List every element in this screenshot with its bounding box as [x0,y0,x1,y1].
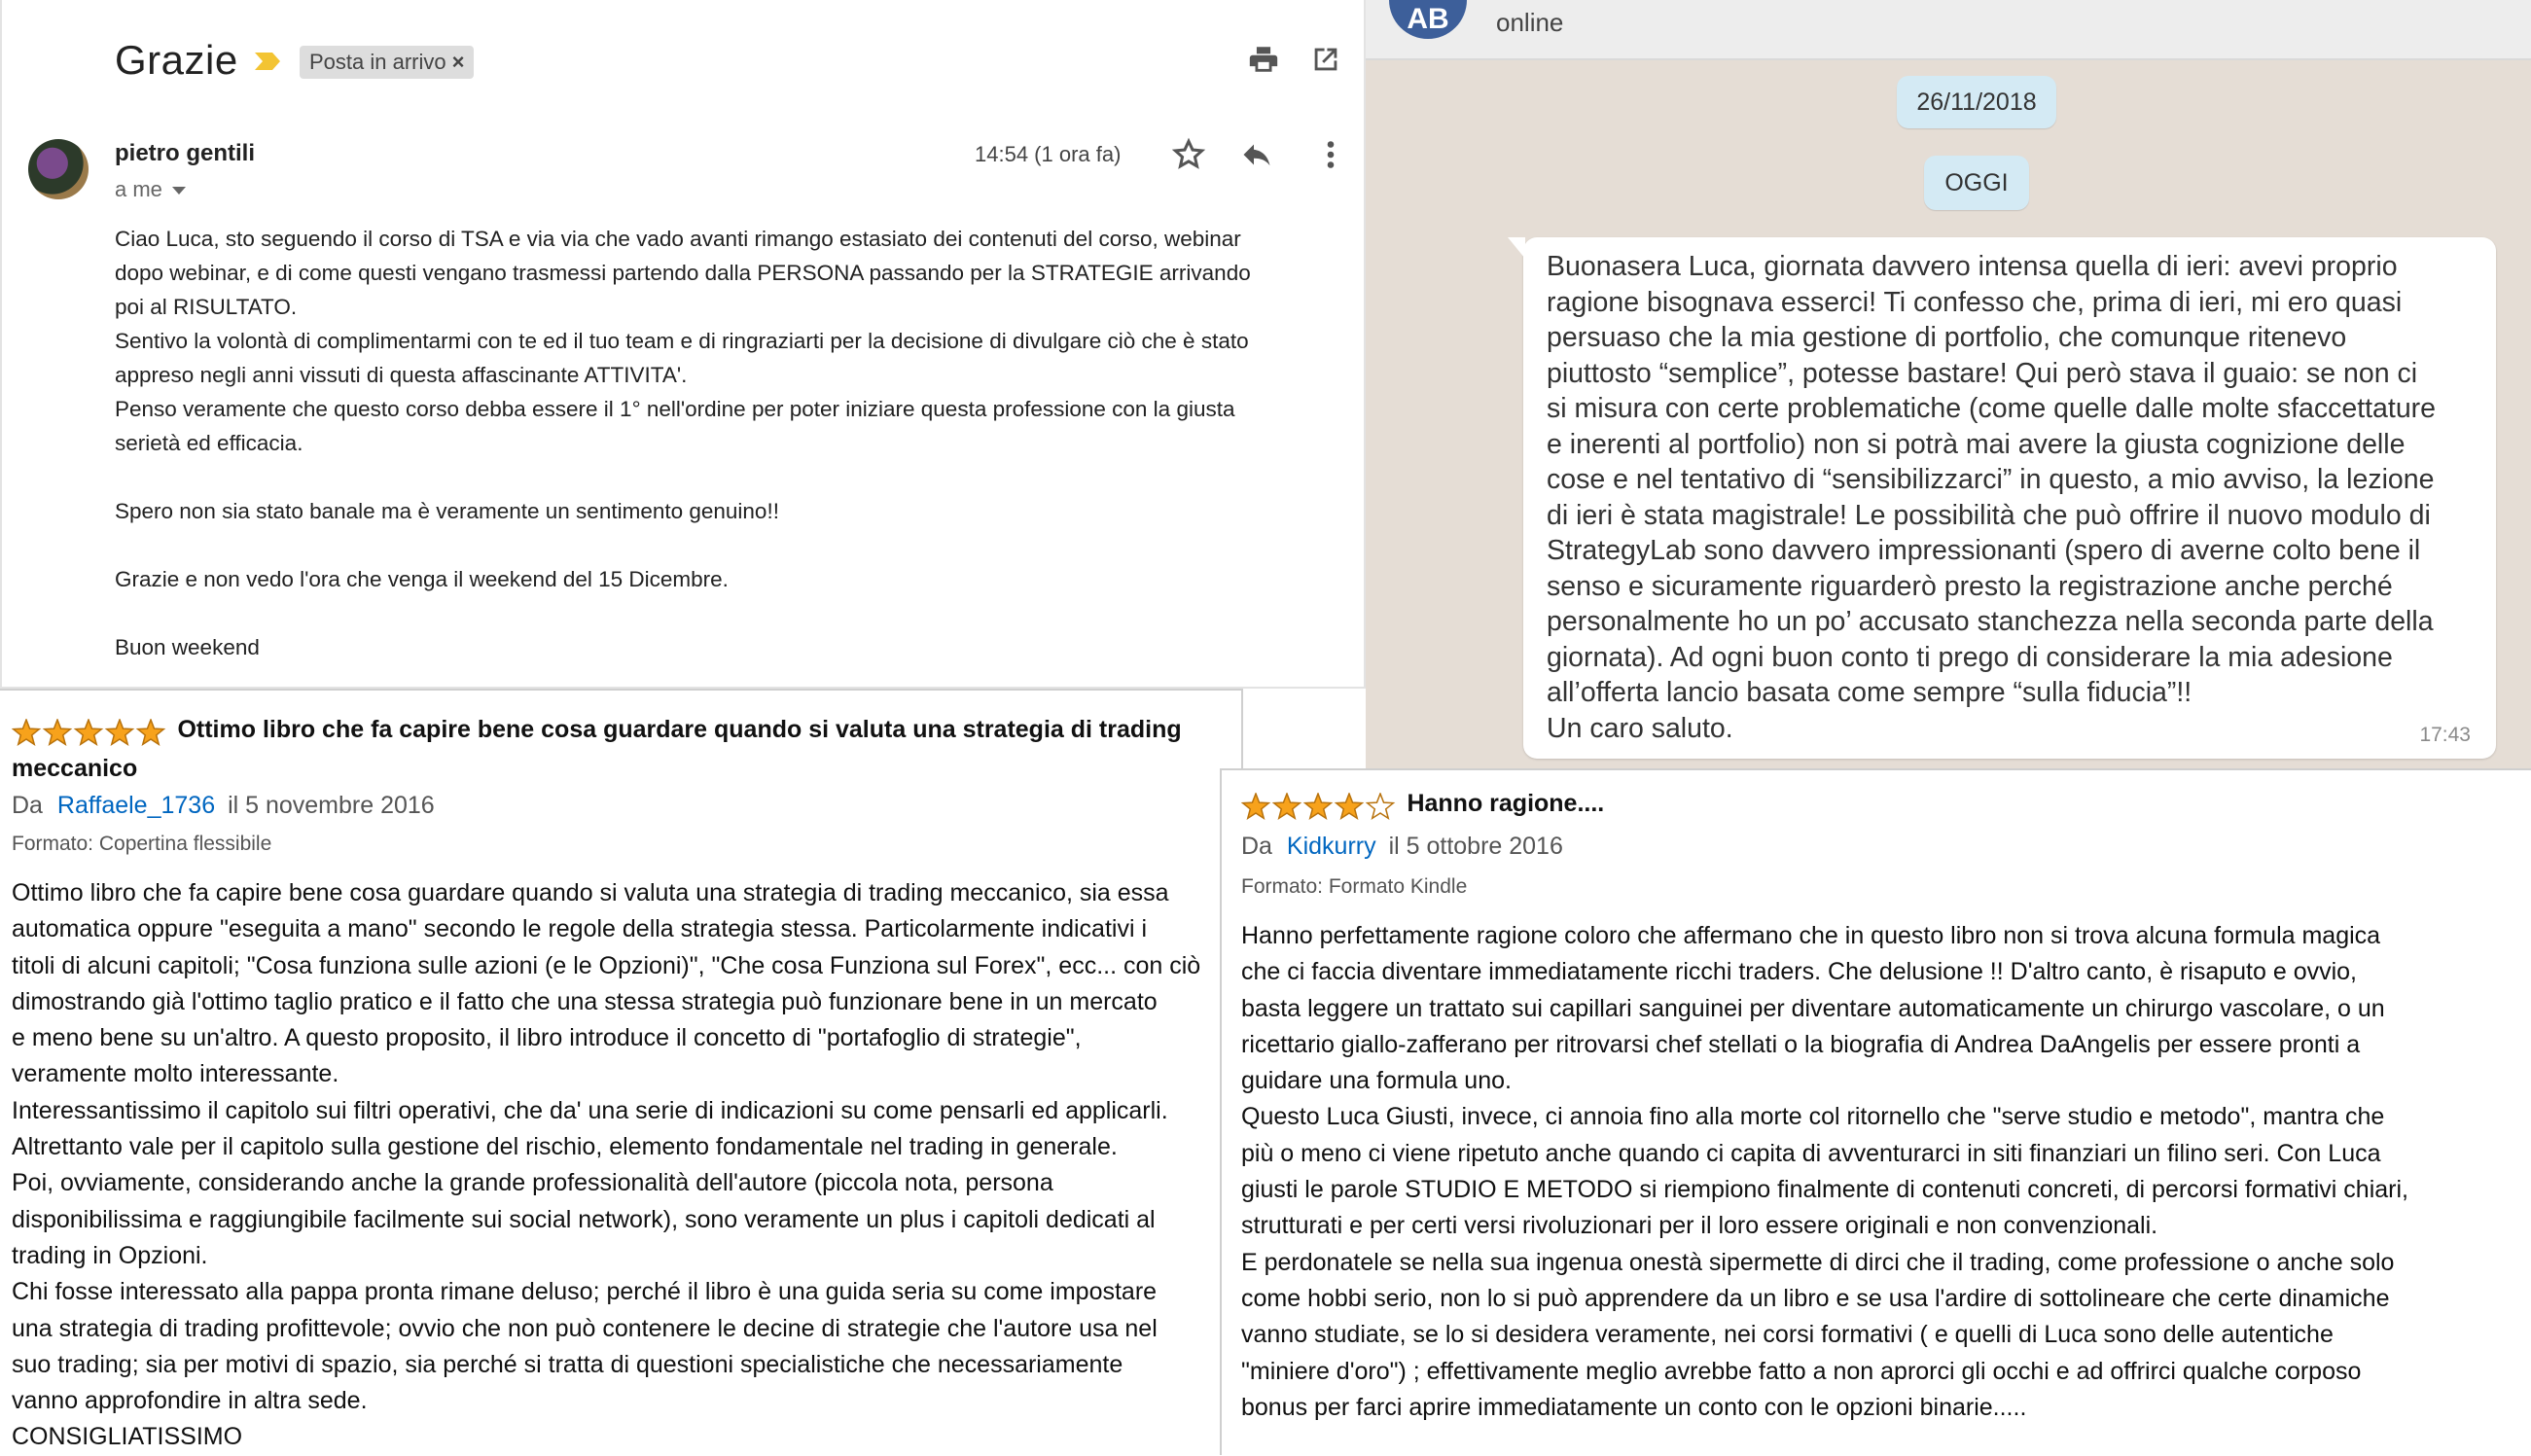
message-time: 14:54 (1 ora fa) [975,142,1122,166]
star-filled-icon [1305,794,1332,818]
review-title: Ottimo libro che fa capire bene cosa guardare quando si valuta una strategia di trading [177,716,1182,743]
message-line: e inerenti al portfolio) non si potrà mai avere la giusta cognizione delle [1547,428,2406,460]
review-line: bonus per farci aprire immediatamente un conto con le opzioni binarie..... [1241,1393,2027,1421]
review-format: Formato: Formato Kindle [1241,875,1468,898]
review-byline [12,792,435,820]
today-chip: OGGI [1924,156,2029,210]
review-line: ricettario giallo-zafferano per ritrovarsi chef stellati o la biografia di Andrea DaAngelis per essere pronti a [1241,1030,2361,1058]
review-line: disponibilissima e raggiungibile facilmente sui social network), sono veramente un plus i capitoli dedicati al [12,1205,1156,1233]
star-filled-icon [76,720,102,744]
review-line: vanno approfondire in altra sede. [12,1387,368,1415]
message-time: 17:43 [2419,724,2471,746]
more-options-icon[interactable] [1313,137,1348,172]
review-line: Hanno perfettamente ragione coloro che affermano che in questo libro non si trova alcuna formula magica [1241,922,2381,949]
review-line: Ottimo libro che fa capire bene cosa guardare quando si valuta una strategia di trading meccanico, sia essa [12,879,1169,906]
chat-header [1366,0,2531,60]
star-filled-icon [14,720,40,744]
remove-label-icon[interactable]: × [451,50,465,74]
review-card-1 [0,689,1243,1455]
open-new-window-icon[interactable] [1309,43,1342,76]
review-line: Altrettanto vale per il capitolo sulla gestione del rischio, elemento fondamentale nel trading in generale. [12,1133,1118,1161]
review-line: CONSIGLIATISSIMO [12,1423,243,1451]
print-icon[interactable] [1247,43,1280,76]
date-chip: 26/11/2018 [1897,76,2056,128]
bubble-tail [1508,237,1525,259]
body-line: Spero non sia stato banale ma è veramente un sentimento genuino!! [115,499,779,523]
message-bubble[interactable] [1523,237,2496,759]
message-line: di ieri è stata magistrale! Le possibilità che può offrire il nuovo modulo di [1547,499,2431,531]
review-line: Questo Luca Giusti, invece, ci annoia fino alla morte col ritornello che "serve studio e metodo", mantra che [1241,1103,2385,1131]
review-header [12,716,1228,748]
review-line: strutturati e per certi versi rivoluzionari per il loro essere originali e non convenzionali. [1241,1212,2158,1240]
review-line: che ci faccia diventare immediatamente ricchi traders. Che delusione !! D'altro canto, è risaputo e ovvio, [1241,958,2357,986]
review-line: veramente molto interessante. [12,1060,339,1088]
body-line: Sentivo la volontà di complimentarmi con te ed il tuo team e di ringraziarti per la decisione di divulgare ciò che è stato [115,329,1249,353]
review-line: vanno studiate, se lo si desidera veramente, nei corsi formativi ( e quelli di Luca sono delle autentiche [1241,1321,2334,1349]
body-line: Grazie e non vedo l'ora che venga il weekend del 15 Dicembre. [115,567,729,591]
review-line: Chi fosse interessato alla pappa pronta rimane deluso; perché il libro è una guida seria su come impostare [12,1278,1158,1306]
star-filled-icon [45,720,71,744]
byline-prefix: Da [1241,833,1272,860]
review-line: più o meno ci viene ripetuto anche quando ci capita di avventurarci in siti finanziari un filino seri. Con Luca [1241,1139,2381,1167]
review-date: il 5 ottobre 2016 [1388,833,1563,860]
inbox-label-chip [300,46,474,79]
body-line: Buon weekend [115,635,260,659]
message-line: si misura con certe problematiche (come quelle dalle molte sfaccettature [1547,393,2437,424]
review-line: una strategia di trading profittevole; ovvio che non può contenere le decine di strategie che l'autore usa nel [12,1314,1158,1342]
contact-status: online [1496,8,1564,37]
email-body [115,222,1350,664]
star-filled-icon [1337,794,1363,818]
message-line: senso e sicuramente riguarderò presto la registrazione anche perché [1547,570,2393,602]
whatsapp-chat-panel [1366,0,2531,768]
star-rating [12,719,167,748]
review-line: dimostrando già l'ottimo taglio pratico e il fatto che una stessa strategia può funzionare bene in un mercato [12,987,1158,1015]
review-line: guidare una formula uno. [1241,1067,1512,1095]
star-empty-icon [1368,794,1394,818]
recipient-details-toggle[interactable] [115,177,186,202]
review-date: il 5 novembre 2016 [228,792,435,819]
review-body [12,875,1239,1456]
message-line: piuttosto “semplice”, potesse bastare! Qui però stava il guaio: se non ci [1547,357,2418,389]
review-line: trading in Opzioni. [12,1241,208,1269]
message-line: cose e nel tentativo di “sensibilizzarci” in questo, a mio avviso, la lezione [1547,464,2435,495]
inbox-label-text: Posta in arrivo [309,50,446,74]
message-text [1547,249,2480,746]
review-line: titoli di alcuni capitoli; "Cosa funziona sulle azioni (e le Opzioni)", "Che cosa Funziona sul Forex", ecc... con ciò [12,951,1201,979]
message-line: giornata). Ad ogni buon conto ti prego di considerare la mia adesione [1547,641,2393,673]
review-line: e meno bene su un'altro. A questo proposito, il libro introduce il concetto di "portafoglio di strategie", [12,1024,1082,1052]
body-line: appreso negli anni vissuti di questa affascinante ATTIVITA'. [115,363,688,387]
review-line: automatica oppure "eseguita a mano" secondo le regole della strategia stessa. Particolarmente indicativi i [12,915,1148,943]
star-filled-icon [1274,794,1301,818]
review-line: "miniere d'oro") ; effettivamente meglio avrebbe fatto a non aprorci gli occhi e ad offrirci qualche corposo [1241,1357,2362,1385]
star-icon[interactable] [1171,137,1206,172]
body-line: poi al RISULTATO. [115,295,298,319]
review-line: basta leggere un trattato sui capillari sanguinei per diventare automaticamente un chirurgo vascolare, o un [1241,994,2385,1022]
message-line: Buonasera Luca, giornata davvero intensa quella di ieri: avevi proprio [1547,251,2398,282]
body-line: serietà ed efficacia. [115,431,303,455]
star-filled-icon [138,720,164,744]
body-line: Penso veramente che questo corso debba essere il 1° nell'ordine per poter iniziare questa professione con la giusta [115,397,1235,421]
review-format: Formato: Copertina flessibile [12,833,272,855]
message-line: personalmente ho un po’ accusato stanchezza nella seconda parte della [1547,606,2434,637]
star-filled-icon [107,720,133,744]
gmail-message-panel [0,0,1366,689]
star-filled-icon [1243,794,1269,818]
byline-prefix: Da [12,792,43,819]
message-line: ragione bisognava esserci! Ti confesso che, prima di ieri, mi ero quasi [1547,286,2403,318]
sender-avatar[interactable] [28,139,89,199]
message-line: Un caro saluto. [1547,712,1733,744]
message-line: all’offerta lancio basata come sempre “sulla fiducia”!! [1547,677,2192,708]
review-title: Hanno ragione.... [1407,790,1605,817]
review-line: giusti le parole STUDIO E METODO si riempiono finalmente di contenuti concreti, di percorsi formativi chiari, [1241,1176,2408,1204]
review-byline [1241,833,1563,861]
importance-marker-icon[interactable] [253,51,282,72]
star-rating [1241,793,1397,822]
recipient-text: a me [115,177,162,201]
message-line: persuaso che la mia gestione di portfolio, che comunque ritenevo [1547,322,2347,353]
review-line: E perdonatele se nella sua ingenua onestà sipermette di dirci che il trading, come professione o anche solo [1241,1248,2395,1276]
email-subject: Grazie [115,37,238,83]
review-line: Poi, ovviamente, considerando anche la grande professionalità dell'autore (piccola nota, persona [12,1169,1053,1197]
reviewer-link[interactable]: Raffaele_1736 [56,792,216,819]
review-header [1241,790,1604,822]
chevron-down-icon [172,187,186,195]
review-card-2 [1220,768,2531,1455]
body-line: Ciao Luca, sto seguendo il corso di TSA e via via che vado avanti rimango estasiato dei contenuti del corso, webinar [115,227,1241,251]
review-title-continued: meccanico [12,755,138,782]
reviewer-link[interactable]: Kidkurry [1286,833,1376,860]
message-line: StrategyLab sono davvero impressionanti (spero di averne colto bene il [1547,535,2421,566]
body-line: dopo webinar, e di come questi vengano trasmessi partendo dalla PERSONA passando per la STRATEGIE arrivando [115,261,1251,285]
review-body [1241,918,2527,1426]
review-line: come hobbi serio, non lo si può apprendere da un libro e se usa l'ardire di sottolineare che certe dinamiche [1241,1284,2390,1312]
contact-avatar[interactable]: AB [1389,0,1467,39]
review-line: Interessantissimo il capitolo sui filtri operativi, che da' una serie di indicazioni su come pensarli ed applicarli. [12,1096,1168,1124]
review-line: suo trading; sia per motivi di spazio, sia perché si tratta di questioni specialistiche che necessariamente [12,1350,1123,1378]
sender-name: pietro gentili [115,140,255,166]
reply-icon[interactable] [1239,137,1274,172]
